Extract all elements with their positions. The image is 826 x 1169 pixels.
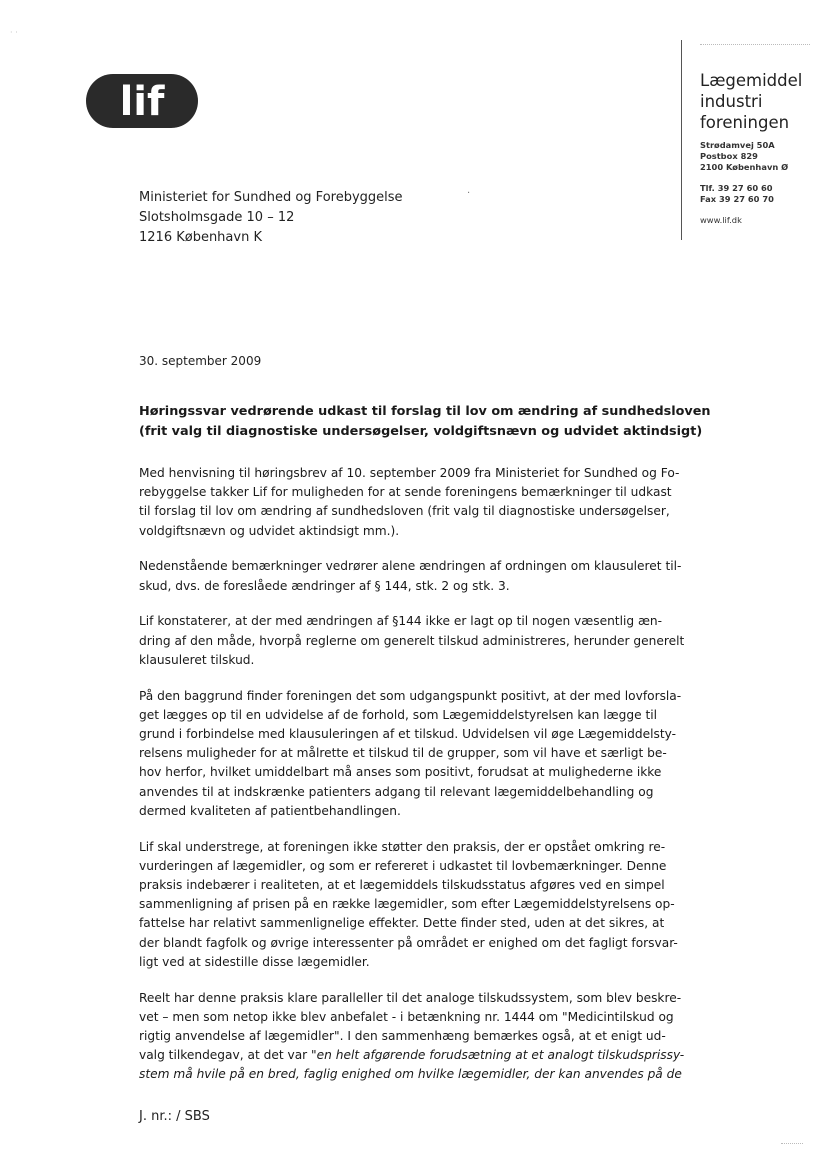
paragraph: Reelt har denne praksis klare paralleller til det analoge tilskudssystem, som blev beskre- vet – men som netop ikke blev anbefalet - i betænkning nr. 1444 om "Medicintilskud og rigtig anvendelse af lægemidler". I den sammenhæng bemærkes også, at et enigt ud- valg tilkendegav, at det var "en helt afgørende forudsætning at et analogt tilskudsprissy- stem må hvile på en bred, faglig enighed om hvilke lægemidler, der kan anvendes på de [139,989,679,1085]
organization-name [700,70,802,133]
organization-contact [700,140,788,226]
lif-logo [84,70,200,132]
letterhead-divider [681,40,682,240]
phone-line: Tlf. 39 27 60 60 [700,183,773,193]
letter-body [139,464,685,1101]
paragraph: Lif konstaterer, at der med ændringen af §144 ikke er lagt op til nogen væsentlig æn- dring af den måde, hvorpå reglerne om generelt tilskud administreres, herunder generelt klausuleret tilskud. [139,614,685,667]
paragraph: På den baggrund finder foreningen det som udgangspunkt positivt, at der med lovforsla- get lægges op til en udvidelse af de forhold, som Lægemiddelstyrelsen kan lægge til grund i forbindelse med klausuleringen af et tilskud. Udvidelsen vil øge Lægemiddelsty- relsens muligheder for at målrette et tilskud til de grupper, som vil have et særligt be- hov herfor, hvilket umiddelbart må anses som positivt, forudsat at mulighederne ikke anvendes til at indskrænke patienters adgang til relevant lægemiddelbehandling og dermed kvaliteten af patientbehandlingen. [139,688,682,818]
subject-line: (frit valg til diagnostiske undersøgelser, voldgiftsnævn og udvidet aktindsigt) [139,424,703,439]
paragraph: Lif skal understrege, at foreningen ikke støtter den praksis, der er opstået omkring re- vurderingen af lægemidler, og som er refereret i udkastet til lovbemærkninger. Denne praksis indebærer i realiteten, at et lægemiddels tilskudsstatus afgøres ved en simpel sammenligning af prisen på en række lægemidler, som efter Lægemiddelstyrelsens op- fattelse har relativt sammenlignelige effekter. Dette finder sted, uden at det sikres, at der blandt fagfolk og øvrige interessenter på området er enighed om det fagligt forsvar- ligt ved at sidestille disse lægemidler. [139,839,678,969]
quote-text: stem må hvile på en bred, faglig enighed om hvilke lægemidler, der kan anvendes på de [139,1067,682,1082]
address-line: 2100 København Ø [700,162,789,172]
fax-line: Fax 39 27 60 70 [700,194,774,204]
scan-artifact-line [700,44,810,46]
recipient-line: Ministeriet for Sundhed og Forebyggelse [139,190,403,205]
scan-artifact-dot: · [467,188,471,199]
scan-artifact: · · [10,28,18,37]
org-line: foreningen [700,113,790,132]
org-line: Lægemiddel [700,71,803,90]
recipient-line: 1216 København K [139,230,262,245]
paragraph: Nedenstående bemærkninger vedrører alene ændringen af ordningen om klausuleret til- skud, dvs. de foreslåede ændringer af § 144, stk. 2 og stk. 3. [139,559,682,593]
subject-line: Høringssvar vedrørende udkast til forslag til lov om ændring af sundhedsloven [139,404,711,419]
quote-text: "en helt afgørende forudsætning at et analogt tilskudsprissy- [311,1048,685,1063]
paragraph: Med henvisning til høringsbrev af 10. september 2009 fra Ministeriet for Sundhed og Fo- rebyggelse takker Lif for muligheden for at sende foreningens bemærkninger til udkast til forslag til lov om ændring af sundhedsloven (frit valg til diagnostiske undersøgelser, voldgiftsnævn og udvidet aktindsigt mm.). [139,466,680,538]
address-line: Postbox 829 [700,151,758,161]
recipient-address [139,188,403,248]
journal-number: J. nr.: / SBS [139,1109,210,1124]
address-line: Strødamvej 50A [700,140,775,150]
website-link[interactable]: www.lif.dk [700,215,742,225]
letter-subject [139,402,711,442]
scan-artifact-line [781,1143,803,1144]
org-line: industri [700,92,763,111]
letter-date: 30. september 2009 [139,354,262,368]
recipient-line: Slotsholmsgade 10 – 12 [139,210,295,225]
svg-text:lif: lif [119,79,165,125]
